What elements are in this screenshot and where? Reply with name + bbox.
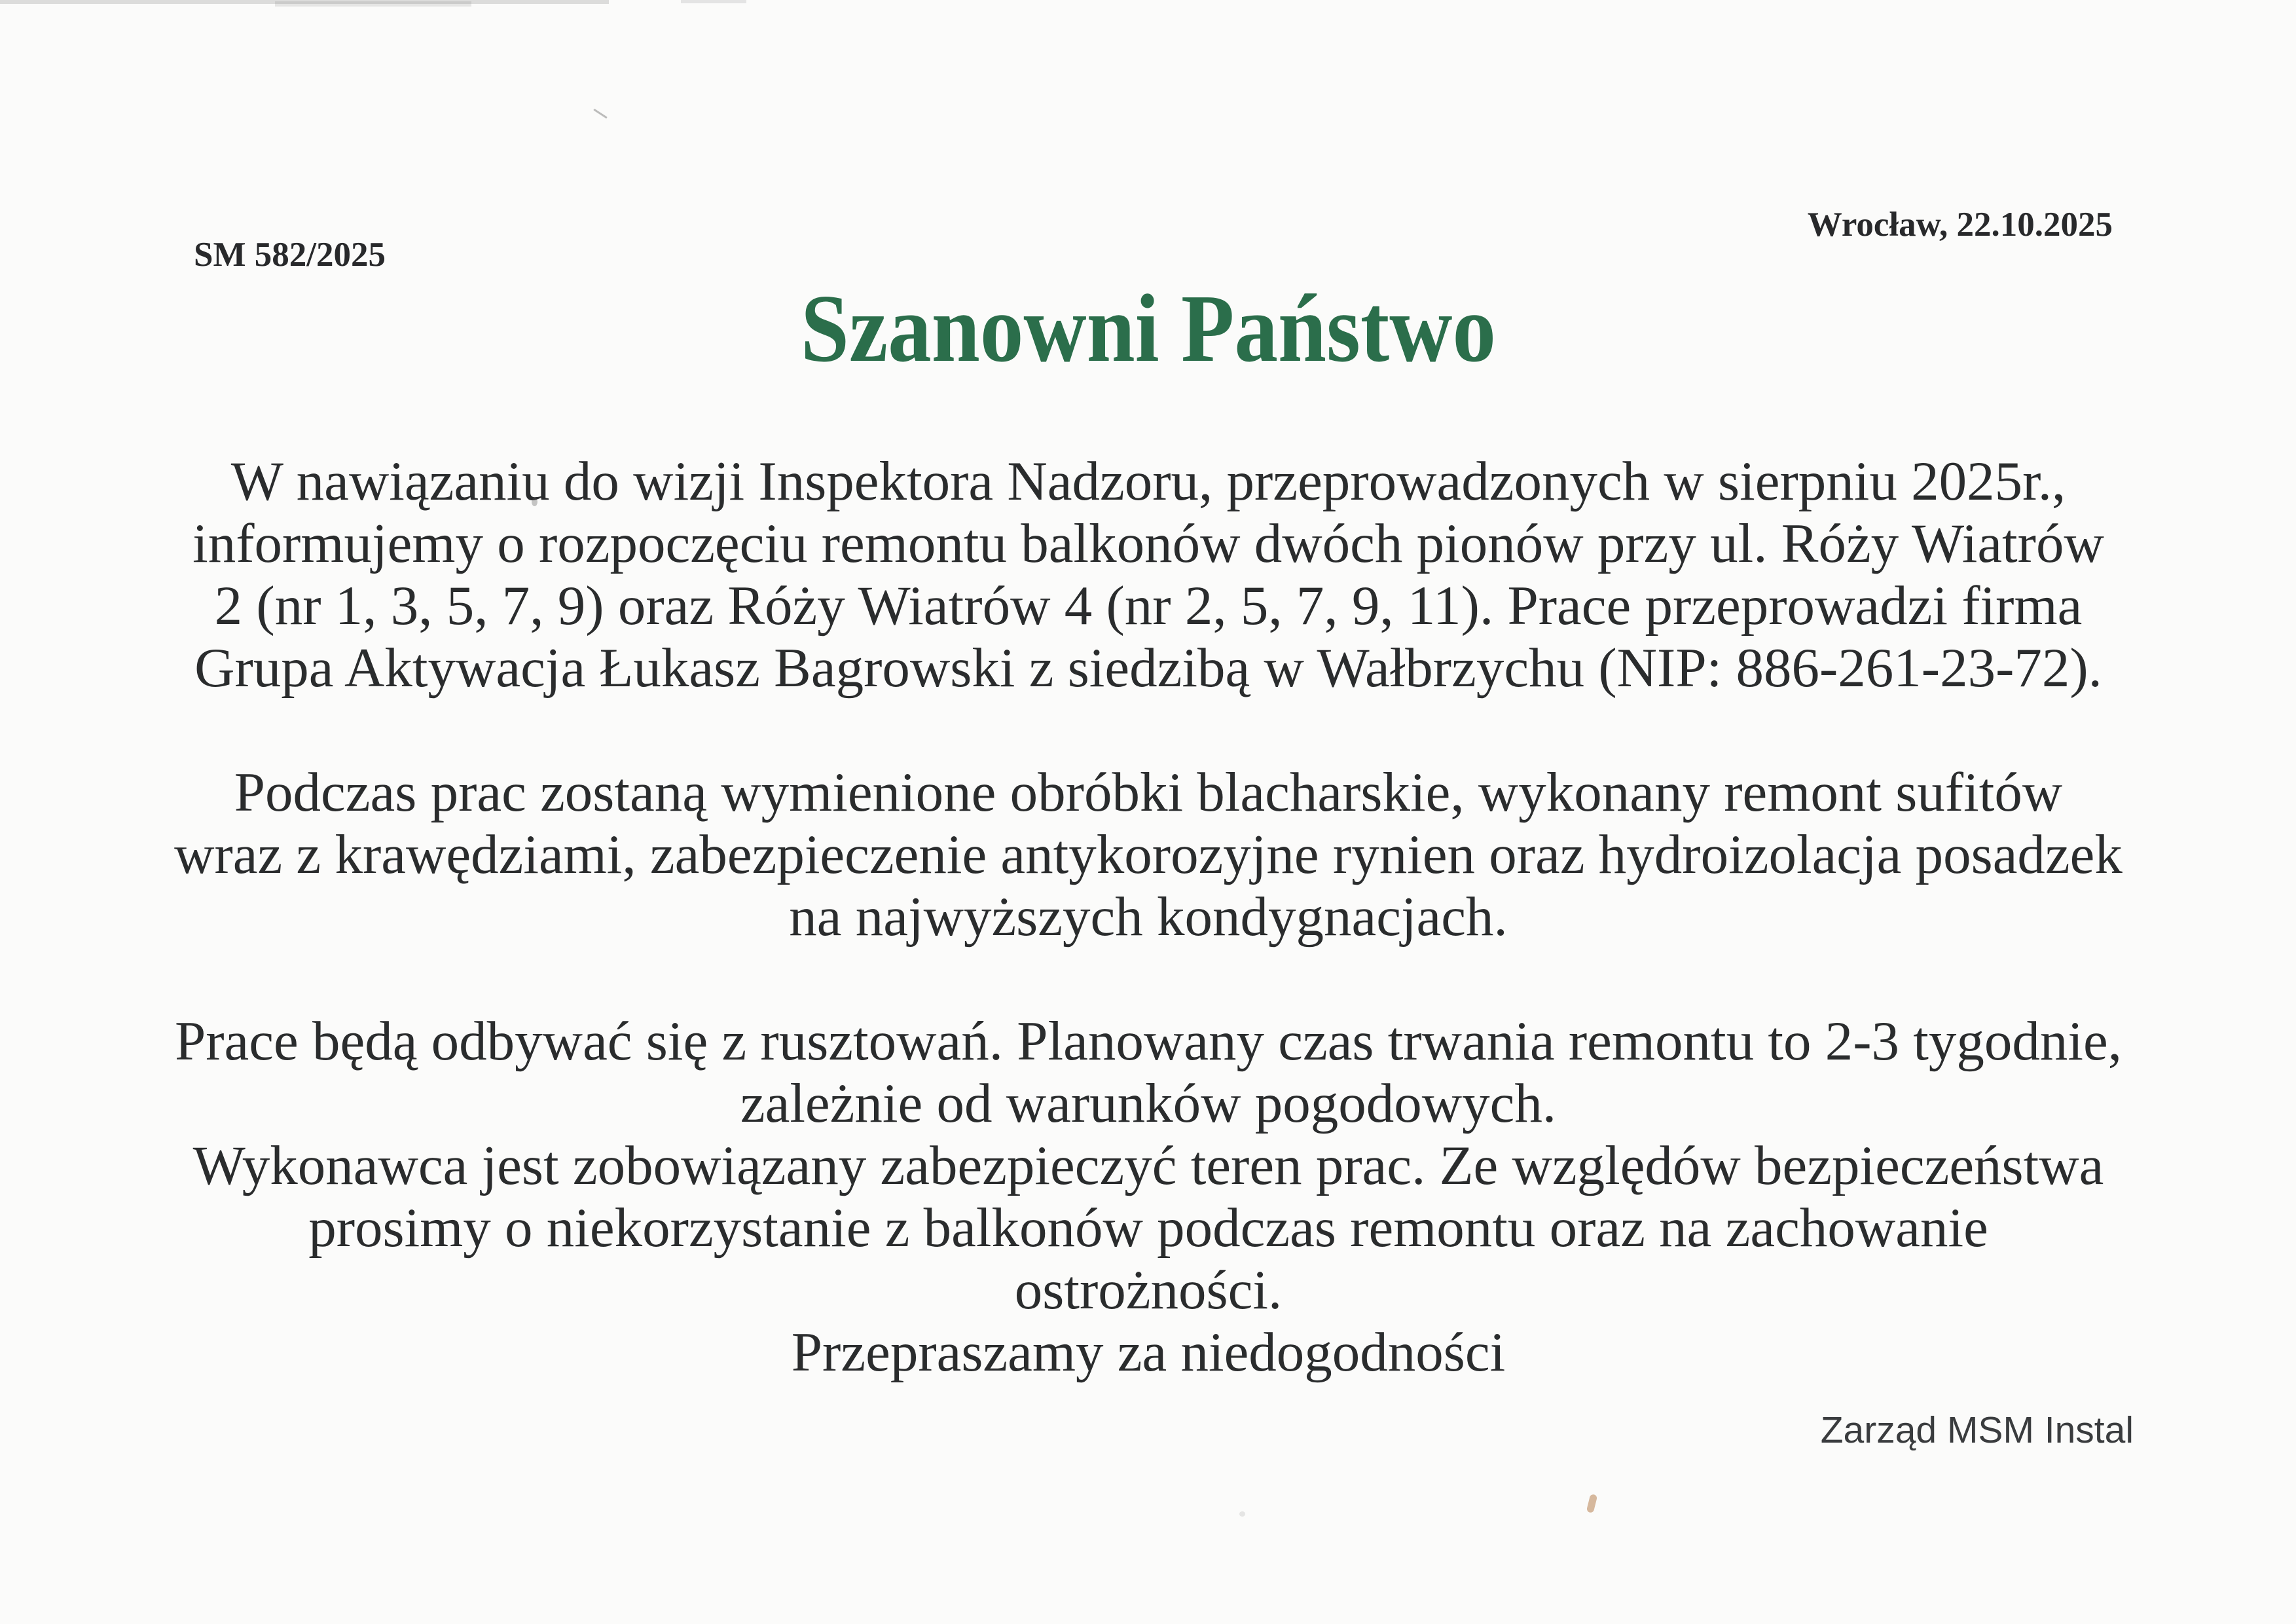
text-line: wraz z krawędziami, zabezpieczenie antykorozyjne rynien oraz hydroizolacja posadzek	[174, 824, 2123, 885]
text-line: Grupa Aktywacja Łukasz Bagrowski z siedzibą w Wałbrzychu (NIP: 886-261-23-72).	[194, 637, 2102, 699]
text-line: informujemy o rozpoczęciu remontu balkonów dwóch pionów przy ul. Róży Wiatrów	[192, 513, 2104, 574]
text-line: zależnie od warunków pogodowych.	[740, 1073, 1557, 1134]
scan-speck	[1586, 1494, 1597, 1513]
paragraph-intro	[166, 451, 2130, 699]
reference-number: SM 582/2025	[194, 236, 386, 274]
text-line: 2 (nr 1, 3, 5, 7, 9) oraz Róży Wiatrów 4 (nr 2, 5, 7, 9, 11). Prace przeprowadzi firma	[214, 575, 2083, 637]
text-line: Wykonawca jest zobowiązany zabezpieczyć teren prac. Ze względów bezpieczeństwa	[192, 1135, 2104, 1196]
signature: Zarząd MSM Instal	[1820, 1409, 2134, 1451]
paragraph-scope	[166, 762, 2130, 948]
text-line: Prace będą odbywać się z rusztowań. Planowany czas trwania remontu to 2-3 tygodnie,	[174, 1010, 2123, 1072]
text-line: na najwyższych kondygnacjach.	[789, 886, 1508, 948]
text-line: W nawiązaniu do wizji Inspektora Nadzoru, przeprowadzonych w sierpniu 2025r.,	[230, 451, 2066, 512]
place-and-date: Wrocław, 22.10.2025	[1807, 206, 2113, 244]
text-line: Przepraszamy za niedogodności	[791, 1321, 1506, 1383]
scan-smudge	[0, 0, 609, 4]
text-line: Podczas prac zostaną wymienione obróbki blacharskie, wykonany remont sufitów	[234, 762, 2063, 823]
paragraph-schedule-safety	[166, 1010, 2130, 1384]
text-line: ostrożności.	[1014, 1259, 1283, 1321]
scan-smudge	[275, 1, 471, 7]
scan-smudge	[681, 0, 746, 3]
letter-title: Szanowni Państwo	[800, 275, 1497, 382]
text-line: prosimy o niekorzystanie z balkonów podczas remontu oraz na zachowanie	[308, 1197, 1988, 1259]
scan-speck	[1239, 1511, 1245, 1517]
scan-speck	[593, 109, 608, 119]
letter-body	[166, 451, 2130, 1384]
